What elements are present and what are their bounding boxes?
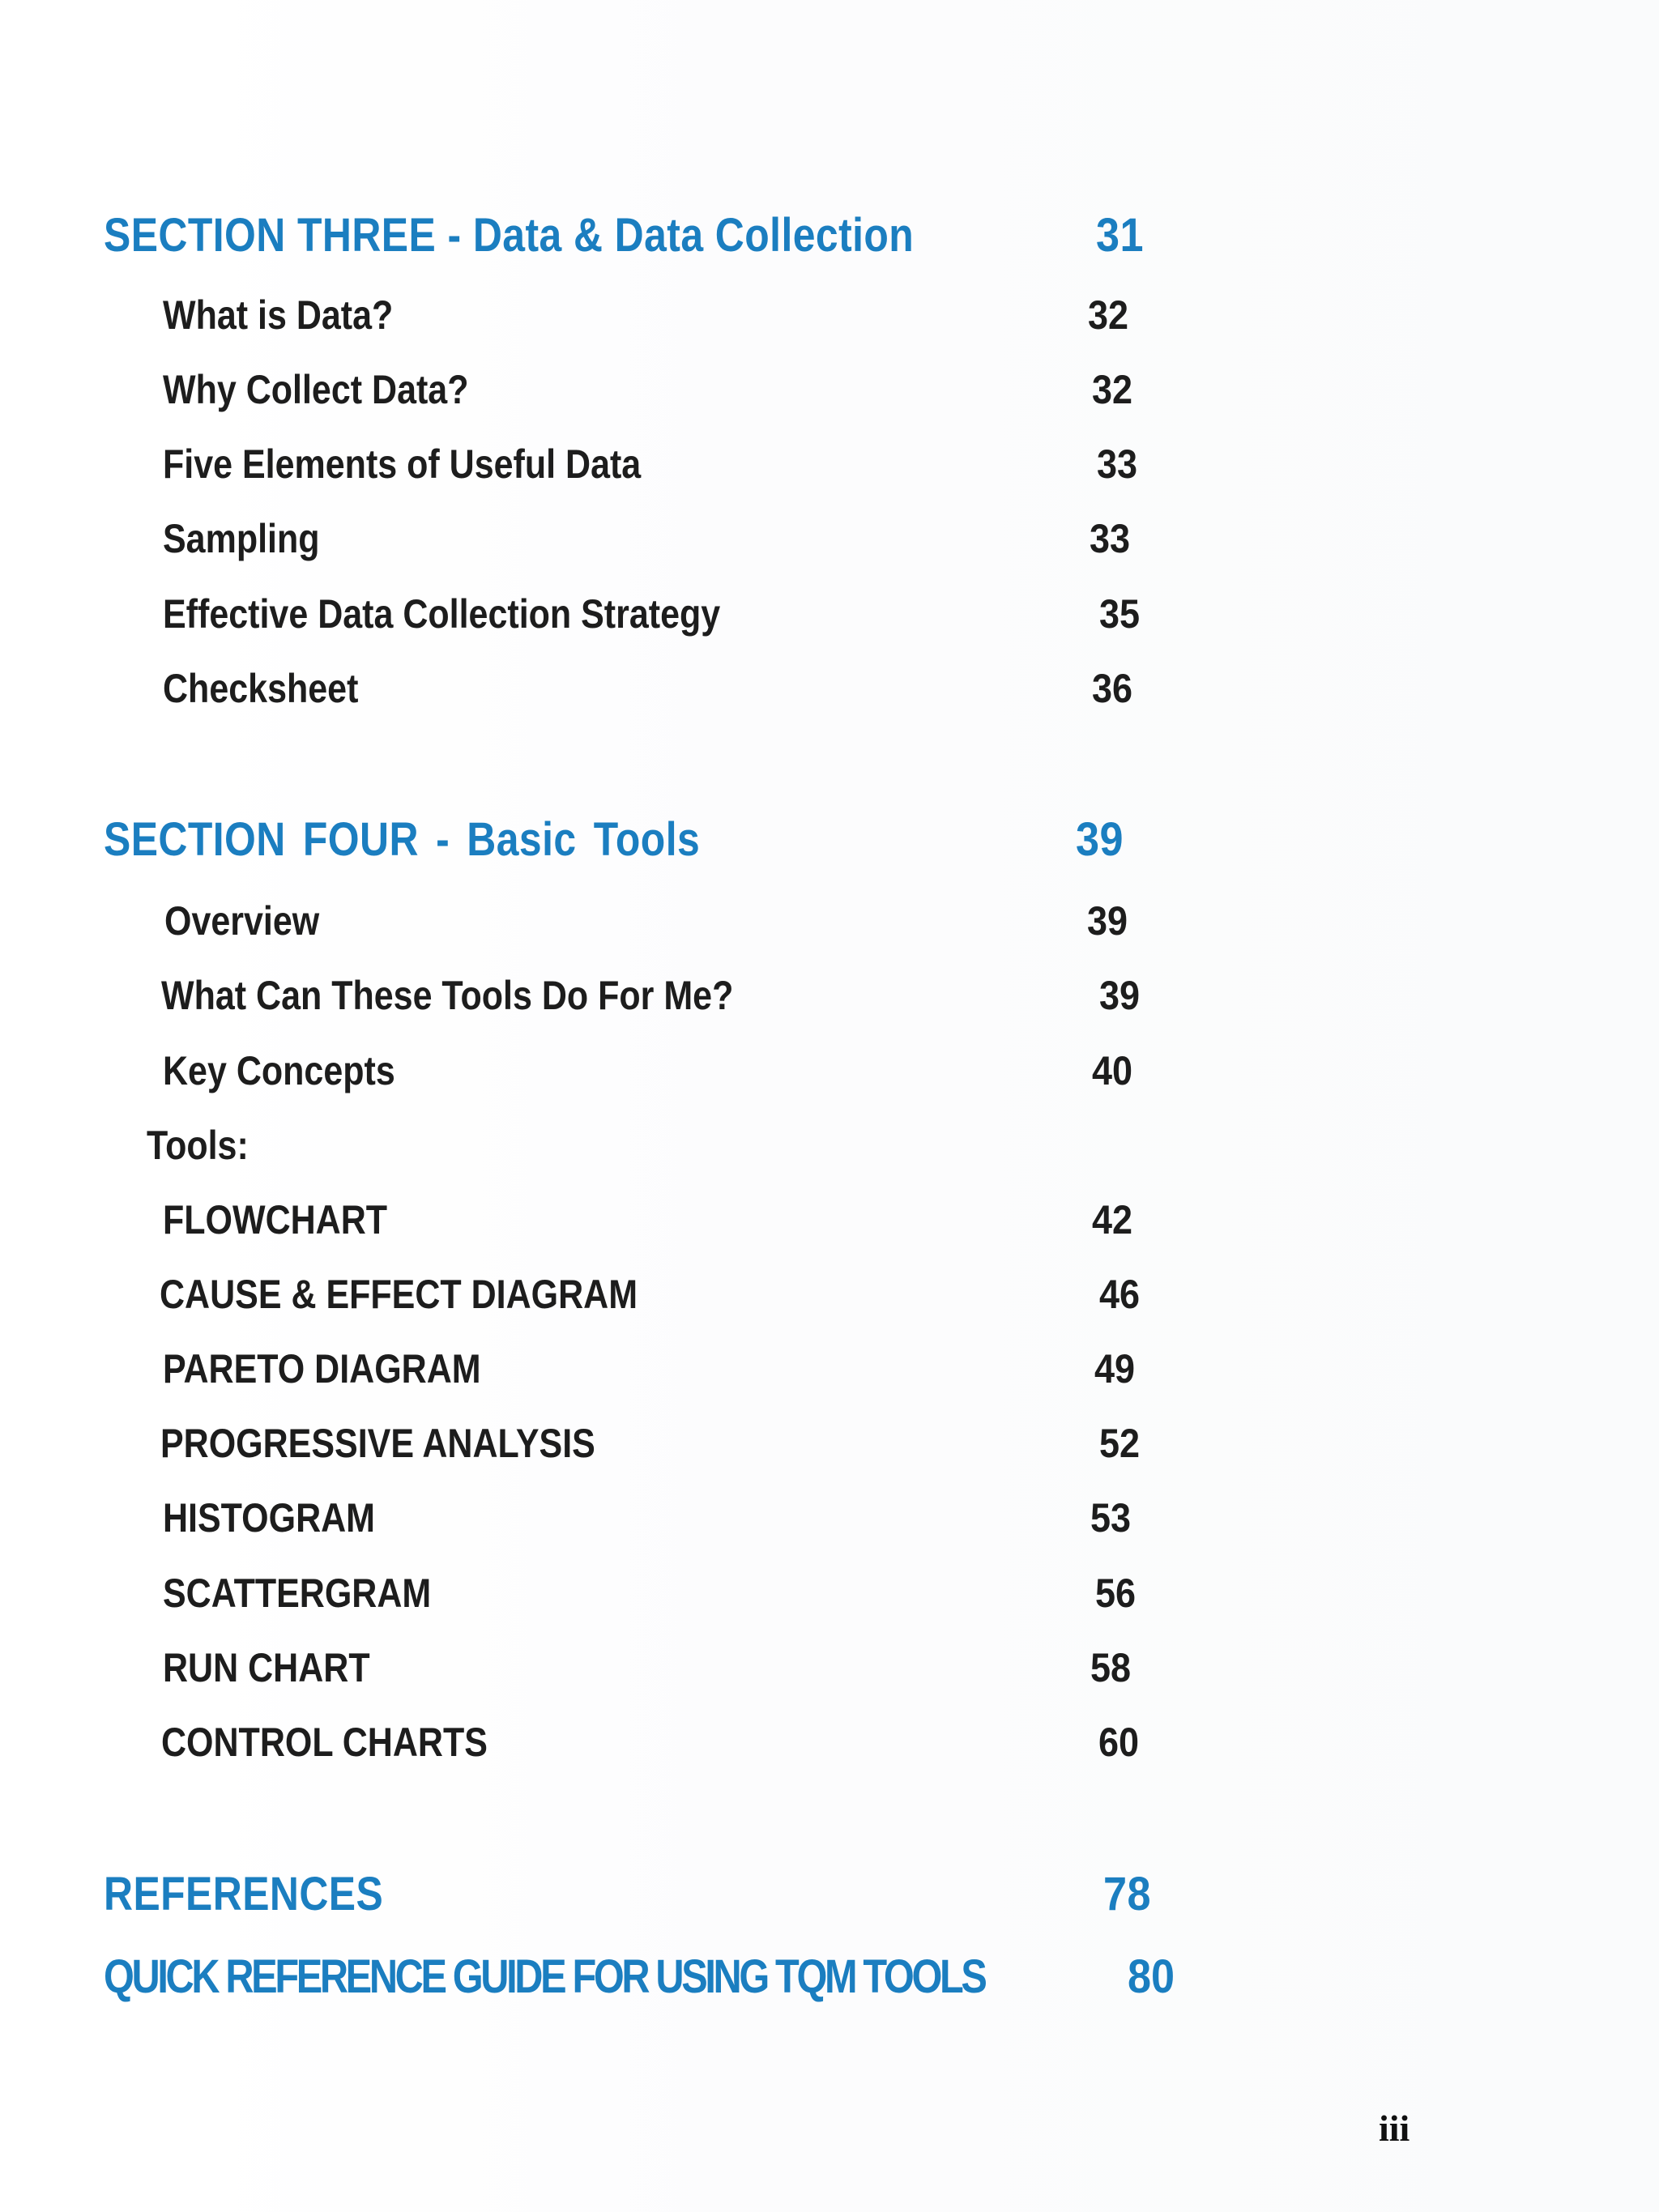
toc-entry-page: 33 — [1090, 516, 1131, 561]
toc-entry-page: 35 — [1099, 591, 1141, 637]
toc-entry-label: Sampling — [163, 516, 320, 561]
references-title: REFERENCES — [104, 1868, 384, 1920]
toc-tools-heading-row — [0, 1125, 1659, 1190]
toc-entry-page: 36 — [1092, 666, 1133, 711]
toc-tool-entry[interactable] — [0, 1495, 1659, 1562]
toc-tool-entry[interactable] — [0, 1346, 1659, 1413]
toc-section-three[interactable] — [0, 209, 1659, 277]
toc-tool-label: PARETO DIAGRAM — [163, 1346, 481, 1392]
toc-tool-entry[interactable] — [0, 1722, 1659, 1787]
toc-tool-entry[interactable] — [0, 1197, 1659, 1264]
toc-entry-page: 39 — [1099, 973, 1141, 1018]
toc-tool-page: 52 — [1099, 1421, 1141, 1466]
section-four-title: SECTION FOUR - Basic Tools — [104, 813, 701, 866]
toc-entry-page: 33 — [1097, 441, 1138, 487]
toc-tool-label: PROGRESSIVE ANALYSIS — [160, 1421, 595, 1466]
toc-entry[interactable] — [0, 369, 1659, 434]
toc-entry-label: Five Elements of Useful Data — [163, 441, 642, 487]
toc-entry-label: What is Data? — [163, 292, 394, 338]
toc-tool-entry[interactable] — [0, 1274, 1659, 1339]
tools-heading: Tools: — [147, 1123, 249, 1168]
toc-tool-page: 46 — [1099, 1272, 1141, 1317]
toc-tool-entry[interactable] — [0, 1573, 1659, 1638]
toc-tool-entry[interactable] — [0, 1423, 1659, 1488]
toc-entry-page: 32 — [1088, 292, 1129, 338]
toc-entry[interactable] — [0, 591, 1659, 658]
toc-entry-page: 40 — [1092, 1048, 1133, 1093]
toc-references[interactable] — [0, 1868, 1659, 1936]
toc-entry-label: Effective Data Collection Strategy — [163, 591, 721, 637]
toc-entry-page: 32 — [1092, 367, 1133, 412]
toc-tool-label: FLOWCHART — [163, 1197, 388, 1242]
toc-tool-label: RUN CHART — [163, 1645, 370, 1690]
toc-entry-page: 39 — [1087, 898, 1128, 944]
references-page: 78 — [1103, 1868, 1151, 1920]
toc-tool-page: 58 — [1090, 1645, 1132, 1690]
toc-tool-page: 60 — [1098, 1720, 1140, 1765]
toc-tool-label: CAUSE & EFFECT DIAGRAM — [160, 1272, 638, 1317]
toc-tool-page: 53 — [1090, 1495, 1132, 1541]
page-number: iii — [1379, 2108, 1410, 2149]
toc-tool-page: 56 — [1095, 1571, 1137, 1616]
toc-entry[interactable] — [0, 668, 1659, 733]
toc-entry[interactable] — [0, 292, 1659, 360]
toc-entry-label: Overview — [164, 898, 320, 944]
section-three-page: 31 — [1096, 209, 1144, 262]
toc-entry-label: What Can These Tools Do For Me? — [161, 973, 734, 1018]
toc-entry-label: Why Collect Data? — [163, 367, 469, 412]
section-three-title: SECTION THREE - Data & Data Collection — [104, 209, 915, 262]
toc-tool-entry[interactable] — [0, 1647, 1659, 1712]
section-four-page: 39 — [1076, 813, 1124, 866]
toc-entry[interactable] — [0, 1048, 1659, 1115]
toc-entry[interactable] — [0, 898, 1659, 965]
toc-tool-page: 42 — [1092, 1197, 1133, 1242]
toc-quick-reference[interactable] — [0, 1950, 1659, 2018]
toc-tool-page: 49 — [1094, 1346, 1136, 1392]
toc-entry[interactable] — [0, 441, 1659, 509]
toc-entry[interactable] — [0, 975, 1659, 1040]
toc-entry-label: Checksheet — [163, 666, 359, 711]
toc-tool-label: HISTOGRAM — [163, 1495, 375, 1541]
toc-entry[interactable] — [0, 518, 1659, 583]
toc-tool-label: SCATTERGRAM — [163, 1571, 432, 1616]
toc-section-four[interactable] — [0, 813, 1659, 881]
quick-reference-page: 80 — [1128, 1950, 1175, 2003]
toc-tool-label: CONTROL CHARTS — [161, 1720, 488, 1765]
toc-entry-label: Key Concepts — [163, 1048, 395, 1093]
quick-reference-title: QUICK REFERENCE GUIDE FOR USING TQM TOOLS — [104, 1950, 985, 2003]
